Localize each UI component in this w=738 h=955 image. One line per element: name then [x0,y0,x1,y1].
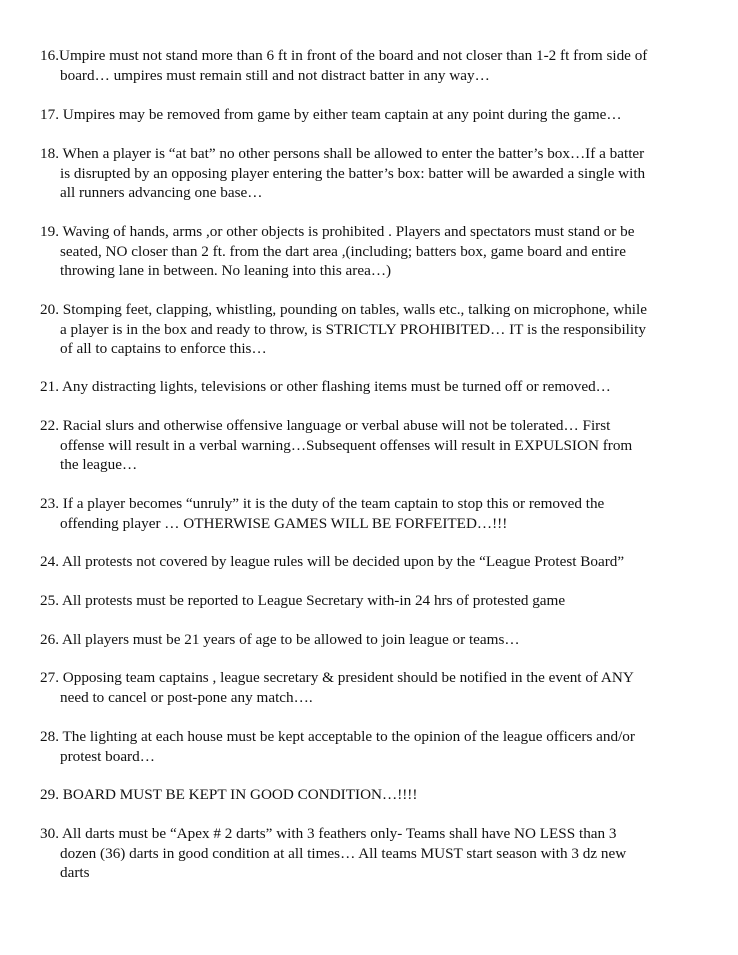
rule-30 [40,824,725,883]
rule-18 [40,144,725,203]
rule-22 [40,416,725,475]
rule-25 [40,591,725,611]
rule-number: 29. [40,786,63,803]
rule-line: throwing lane in between. No leaning into this area…) [60,262,392,279]
rule-text: All darts must be “Apex # 2 darts” with 3 feathers only- Teams shall have NO LESS than 3 [61,825,617,842]
rule-line [40,630,725,650]
rule-text: Umpire must not stand more than 6 ft in front of the board and not closer than 1-2 ft from side of [58,47,648,64]
rule-text: If a player becomes “unruly” it is the duty of the team captain to stop this or removed the [62,495,605,512]
rule-number: 20. [40,301,63,318]
rule-line: of all to captains to enforce this… [60,340,267,357]
rule-text: BOARD MUST BE KEPT IN GOOD CONDITION…!!!! [62,786,418,803]
rule-text: When a player is “at bat” no other persons shall be allowed to enter the batter’s box…If a batter [62,145,645,162]
rule-number: 16. [40,47,59,64]
rule-line [40,222,725,242]
rule-line [40,377,725,397]
rule-line: need to cancel or post-pone any match…. [60,688,313,706]
rule-text: Waving of hands, arms ,or other objects is prohibited . Players and spectators must stand or be [62,223,635,240]
rule-line [40,727,725,747]
rule-line: a player is in the box and ready to throw, is STRICTLY PROHIBITED… IT is the responsibility [60,320,646,338]
rule-17 [40,105,725,125]
rule-text: The lighting at each house must be kept acceptable to the opinion of the league officers and/or [62,728,635,745]
rule-number: 17. [40,106,63,123]
rule-text: All players must be 21 years of age to be allowed to join league or teams… [61,631,520,648]
rule-line: dozen (36) darts in good condition at all times… All teams MUST start season with 3 dz new [60,844,627,862]
rule-line [40,494,725,514]
rule-number: 23. [40,495,63,512]
rule-number: 18. [40,145,63,162]
rule-line: is disrupted by an opposing player entering the batter’s box: batter will be awarded a single with [60,164,646,182]
rule-number: 22. [40,417,63,434]
rule-28 [40,727,725,766]
rule-text: Umpires may be removed from game by either team captain at any point during the game… [62,106,622,123]
rule-line [40,552,725,572]
rule-line [40,105,725,125]
rule-23 [40,494,725,533]
rule-16 [40,46,725,85]
rule-number: 24. [40,553,62,570]
rule-line [40,785,725,805]
rule-27 [40,668,725,707]
rule-number: 26. [40,631,62,648]
rule-text: All protests not covered by league rules will be decided upon by the “League Protest Board” [61,553,625,570]
rule-line: board… umpires must remain still and not distract batter in any way… [60,66,490,84]
rule-line: seated, NO closer than 2 ft. from the dart area ,(including; batters box, game board and entire [60,242,626,260]
rule-line [40,46,725,66]
rule-line [40,668,725,688]
rule-line: all runners advancing one base… [60,184,263,201]
rule-number: 21. [40,378,62,395]
rule-19 [40,222,725,281]
rule-text: Stomping feet, clapping, whistling, pounding on tables, walls etc., talking on microphone, while [62,301,647,318]
rule-text: All protests must be reported to League Secretary with-in 24 hrs of protested game [61,592,566,609]
rule-line: offense will result in a verbal warning…Subsequent offenses will result in EXPULSION from [60,436,633,454]
rule-line: darts [60,864,90,881]
rule-line [40,591,725,611]
rule-line [40,824,725,844]
rule-line [40,300,725,320]
rule-20 [40,300,725,359]
rule-text: Any distracting lights, televisions or other flashing items must be turned off or removed… [61,378,611,395]
rule-line [40,416,725,436]
rule-text: Opposing team captains , league secretary & president should be notified in the event of ANY [62,669,634,686]
rule-24 [40,552,725,572]
rule-line: offending player … OTHERWISE GAMES WILL BE FORFEITED…!!! [60,514,508,532]
rule-line: the league… [60,456,138,473]
rule-number: 27. [40,669,63,686]
rule-line [40,144,725,164]
rule-number: 25. [40,592,62,609]
rule-line: protest board… [60,747,155,765]
rule-29 [40,785,725,805]
rule-text: Racial slurs and otherwise offensive language or verbal abuse will not be tolerated… First [62,417,611,434]
rule-21 [40,377,725,397]
rule-number: 30. [40,825,62,842]
rule-number: 19. [40,223,63,240]
rule-number: 28. [40,728,63,745]
rule-26 [40,630,725,650]
